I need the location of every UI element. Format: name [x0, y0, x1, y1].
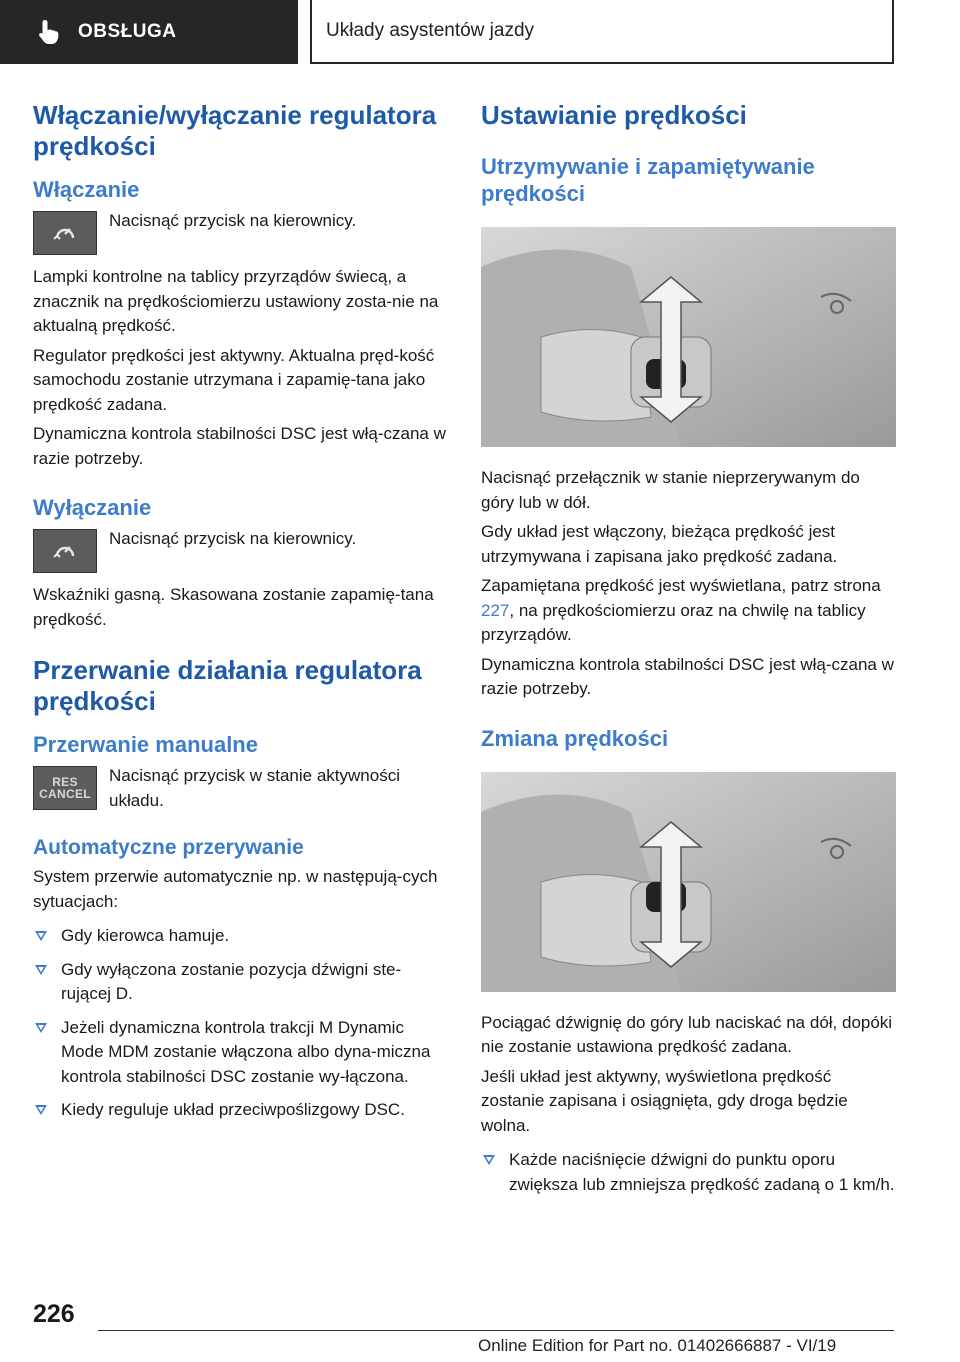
edition-text: Online Edition for Part no. 01402666887 - VI/19 — [478, 1336, 837, 1355]
bullet-triangle-icon — [35, 965, 47, 975]
heading-auto: Automatyczne przerywanie — [33, 836, 304, 859]
steering-wheel-photo — [481, 772, 896, 992]
on-paragraph-3: Dynamiczna kontrola stabilności DSC jest włą‐czana w razie potrzeby. — [33, 424, 446, 468]
keep-paragraph-1: Nacisnąć przełącznik w stanie nieprzerywanym do góry lub w dół. — [481, 468, 860, 512]
change-paragraph-2: Jeśli układ jest aktywny, wyświetlona prędkość zostanie zapisana i osiągnięta, gdy droga będzie wolna. — [481, 1066, 848, 1135]
hand-pointer-icon — [34, 17, 64, 47]
heading-interrupt: Przerwanie działania regulatora prędkości — [33, 655, 422, 716]
bullet-triangle-icon — [483, 1155, 495, 1165]
off-paragraph-1: Wskaźniki gasną. Skasowana zostanie zapamię‐tana prędkość. — [33, 585, 434, 629]
heading-on-off: Włączanie/wyłączanie regulatora prędkości — [33, 100, 437, 161]
change-list — [481, 1148, 896, 1197]
res-cancel-button-icon: RES CANCEL — [33, 766, 97, 810]
manual-instruction: Nacisnąć przycisk w stanie aktywności układu. — [109, 766, 400, 810]
heading-change-speed: Zmiana prędkości — [481, 725, 669, 751]
chapter-title: Układy asystentów jazdy — [326, 20, 535, 41]
bullet-triangle-icon — [35, 931, 47, 941]
on-paragraph-2: Regulator prędkości jest aktywny. Aktualna pręd‐kość samochodu zostanie utrzymana i zapamię‐tana jako prędkość zadana. — [33, 345, 435, 414]
cruise-control-button-icon — [33, 529, 97, 573]
list-item: Gdy wyłączona zostanie pozycja dźwigni ste‐rującej D. — [33, 958, 447, 1007]
keep-paragraph-4: Dynamiczna kontrola stabilności DSC jest włą‐czana w razie potrzeby. — [481, 654, 894, 698]
page-number: 226 — [33, 1300, 75, 1328]
heading-on: Włączanie — [33, 177, 140, 202]
auto-list — [33, 924, 447, 1123]
right-column — [481, 100, 896, 1206]
on-instruction: Nacisnąć przycisk na kierownicy. — [109, 211, 357, 230]
keep-paragraph-3: Zapamiętana prędkość jest wyświetlana, patrz strona 227, na prędkościomierzu oraz na chwilę na tablicy przyrządów. — [481, 576, 881, 644]
on-paragraph-1: Lampki kontrolne na tablicy przyrządów świecą, a znacznik na prędkościomierzu ustawiony zosta‐nie na aktualną prędkość. — [33, 267, 439, 335]
list-item: Gdy kierowca hamuje. — [33, 924, 447, 949]
off-instruction: Nacisnąć przycisk na kierownicy. — [109, 529, 357, 548]
off-button-row — [33, 529, 447, 573]
list-item: Każde naciśnięcie dźwigni do punktu oporu zwiększa lub zmniejsza prędkość zadaną o 1 km/h. — [481, 1148, 896, 1197]
heading-set-speed: Ustawianie prędkości — [481, 100, 747, 130]
keep-paragraph-2: Gdy układ jest włączony, bieżąca prędkość jest utrzymywana i zapisana jako prędkość zadana. — [481, 522, 838, 566]
change-paragraph-1: Pociągać dźwignię do góry lub naciskać na dół, dopóki nie zostanie ustawiona prędkość zadana. — [481, 1012, 893, 1056]
section-title: OBSŁUGA — [78, 21, 177, 42]
page-link[interactable]: 227 — [481, 600, 510, 620]
footer-divider — [98, 1330, 894, 1331]
manual-button-row — [33, 766, 447, 813]
section-tab — [0, 0, 298, 64]
auto-paragraph-1: System przerwie automatycznie np. w następują‐cych sytuacjach: — [33, 867, 438, 911]
list-item: Kiedy reguluje układ przeciwpoślizgowy DSC. — [33, 1098, 447, 1123]
heading-manual: Przerwanie manualne — [33, 732, 258, 757]
chapter-header — [310, 0, 894, 64]
heading-off: Wyłączanie — [33, 495, 152, 520]
heading-keep-speed: Utrzymywanie i zapamiętywanie prędkości — [481, 154, 815, 206]
bullet-triangle-icon — [35, 1023, 47, 1033]
bullet-triangle-icon — [35, 1105, 47, 1115]
cruise-control-button-icon — [33, 211, 97, 255]
list-item: Jeżeli dynamiczna kontrola trakcji M Dynamic Mode MDM zostanie włączona albo dyna‐miczna kontrola stabilności DSC zostanie wy‐łączona. — [33, 1016, 447, 1090]
steering-wheel-photo — [481, 227, 896, 447]
on-button-row — [33, 211, 447, 255]
left-column — [33, 100, 447, 1132]
